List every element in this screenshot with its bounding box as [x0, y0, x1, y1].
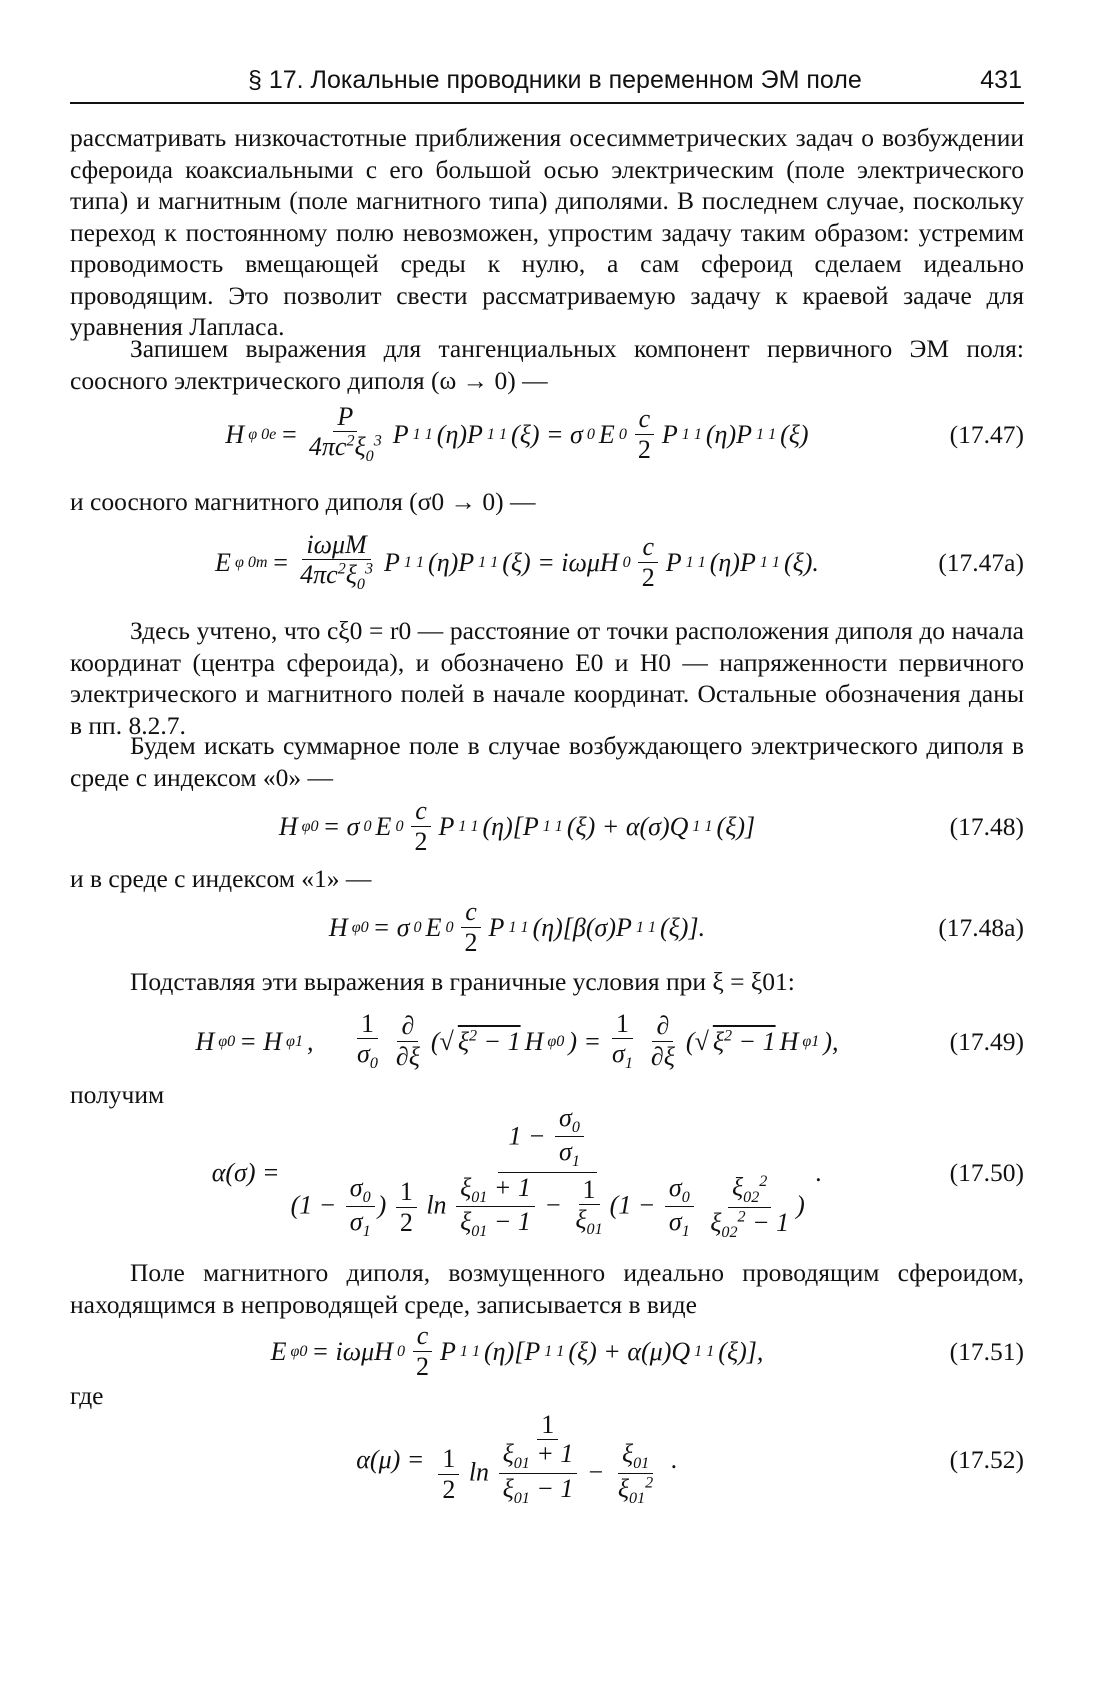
paragraph-primary-field: Запишем выражения для тангенциальных компонент первичного ЭМ поля: соосного электрического диполя (ω → 0) — — [70, 334, 1024, 395]
equation-17-50: α(σ) = 1 − $\frac{\sigma_0}{\sigma_1}$ (1 − $\frac{\sigma_0}{\sigma_1}$ ) $\frac{1}{2}$ ln $\frac{\xi_{01} + 1}{\xi_{01} - 1}$ − $\frac{1}{\xi_{01}}$ (1 − $\frac{\sigma_0}{\sigma_1}$ $\frac{\xi_{02}^2}{\xi_{02}^2 - 1}$ ) . (17.50) — [211, 1102, 1024, 1241]
paragraph-intro: рассматривать низкочастотные приближения осесимметрических задач о возбуждении сфероида коаксиальными с его большой осью электрическим (поле электрического типа) и магнитным (поле магнитного типа) диполями. В последнем случае, поскольку переход к постоянному полю невозможен, упростим задачу таким образом: устремим проводимость вмещающей среды к нулю, а сам сфероид сделаем идеально проводящим. Это позволит свести рассматриваемую задачу к краевой задаче для уравнения Лапласа. — [70, 123, 1024, 341]
equation-17-47a: E φ 0m = $\frac{\text{iωμM}}{4\pi c^2\xi_0^3}$ P 1 1 (η)P 1 1 (ξ) = iωμH 0 $\frac{c}{2}$ P 1 1 (η)P 1 1 (ξ). (17.47a) — [215, 529, 1024, 594]
equation-number: (17.51) — [949, 1337, 1024, 1366]
equation-17-49: H φ0 = H φ1 , $\frac{1}{\sigma_0}$ $\frac{\partial}{\partial\xi}$ (√ $\xi^2 - 1$ H φ0 ) = $\frac{1}{\sigma_1}$ $\frac{\partial}{\partial\xi}$ (√ $\xi^2 - 1$ H φ1 ), (17.49) — [195, 1008, 1024, 1073]
paragraph-total-field: Будем искать суммарное поле в случае возбуждающего электрического диполя в среде с индексом «0» — — [70, 731, 1024, 792]
page-number: 431 — [980, 66, 1022, 94]
running-title: § 17. Локальные проводники в переменном ЭМ поле — [248, 66, 862, 94]
page-header — [70, 62, 1024, 104]
equation-17-52: α(μ) = 1 $\frac{1}{2}$ ln $\frac{\xi_{01} + 1}{\xi_{01} - 1}$ − $\frac{\xi_{01}}{\xi_{01}^2}$ . (17.52) — [356, 1409, 1024, 1508]
equation-number: (17.48a) — [938, 913, 1024, 942]
equation-number: (17.49) — [949, 1027, 1024, 1056]
paragraph-magnetic-dipole: и соосного магнитного диполя (σ0 → 0) — — [70, 487, 536, 516]
equation-number: (17.52) — [949, 1445, 1024, 1474]
equation-17-48a: H φ0 = σ 0 E 0 $\frac{c}{2}$ P 1 1 (η)[β(σ)P 1 1 (ξ)]. (17.48a) — [328, 897, 1024, 957]
paragraph-magnetic-perturbed: Поле магнитного диполя, возмущенного идеально проводящим сфероидом, находящимся в непроводящей среде, записывается в виде — [70, 1258, 1024, 1319]
equation-number: (17.50) — [949, 1158, 1024, 1187]
paragraph-where: где — [70, 1381, 104, 1410]
paragraph-medium-one: и в среде с индексом «1» — — [70, 864, 372, 893]
equation-number: (17.47a) — [938, 548, 1024, 577]
equation-number: (17.48) — [949, 812, 1024, 841]
equation-17-48: H φ0 = σ 0 E 0 $\frac{c}{2}$ P 1 1 (η)[P 1 1 (ξ) + α(σ)Q 1 1 (ξ)] (17.48) — [278, 796, 1024, 856]
paragraph-notation: Здесь учтено, что cξ0 = r0 — расстояние от точки расположения диполя до начала координат (центра сфероида), и обозначено E0 и H0 — напряженности первичного электрического и магнитного полей в начале координат. Остальные обозначения даны в пп. 8.2.7. — [70, 616, 1024, 740]
paragraph-we-get: получим — [70, 1080, 165, 1109]
equation-17-51: E φ0 = iωμH 0 $\frac{c}{2}$ P 1 1 (η)[P 1 1 (ξ) + α(μ)Q 1 1 (ξ)], (17.51) — [270, 1321, 1024, 1381]
paragraph-boundary-conditions: Подставляя эти выражения в граничные условия при ξ = ξ01: — [130, 967, 795, 996]
equation-number: (17.47) — [949, 420, 1024, 449]
equation-17-47: H φ 0e = $\frac{P}{4\pi c^2\xi_0^3}$ P 1 1 (η)P 1 1 (ξ) = σ 0 E 0 $\frac{c}{2}$ P 1 1 (η)P 1 1 (ξ) (17.47) — [225, 401, 1024, 466]
